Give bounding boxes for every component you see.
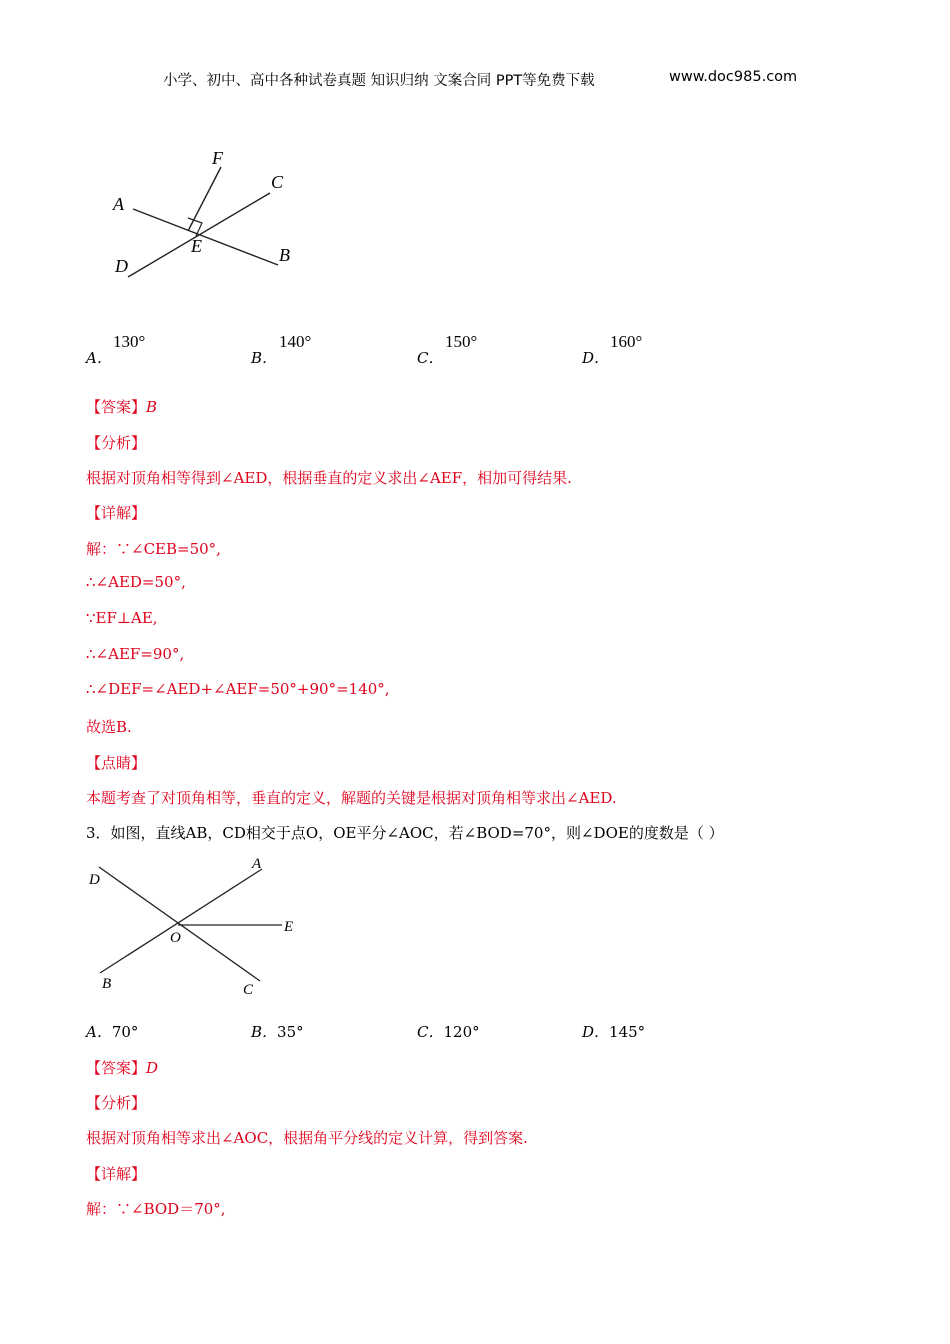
q3-detail-tag: 【详解】 xyxy=(86,1165,147,1183)
q3-option-a-letter: A． xyxy=(86,1023,112,1041)
label-b: B xyxy=(102,976,112,992)
label-o: O xyxy=(170,930,181,946)
label-a: A xyxy=(113,194,124,214)
line-dc xyxy=(99,867,260,981)
q2-option-b-letter: B． xyxy=(251,349,278,367)
line-dc xyxy=(128,193,270,277)
line-ab xyxy=(133,209,278,265)
q2-detail-line: 解：∵∠CEB=50°, xyxy=(86,540,221,558)
q3-option-d-value: 145° xyxy=(609,1023,646,1041)
q2-answer-tag: 【答案】 xyxy=(86,398,147,416)
q2-detail-line: ∴∠AED=50°, xyxy=(86,573,186,591)
q2-option-a-value: 130° xyxy=(113,332,146,351)
q2-detail-line: ∵EF⊥AE, xyxy=(86,609,158,627)
q3-question: 3．如图，直线AB，CD相交于点O，OE平分∠AOC，若∠BOD=70°，则∠DOE的度数是（ ） xyxy=(86,824,724,842)
q3-option-a xyxy=(86,1021,138,1042)
q2-option-c-value: 150° xyxy=(445,332,478,351)
header-url[interactable]: www.doc985.com xyxy=(669,69,798,85)
q2-option-a-letter: A． xyxy=(86,349,112,367)
q3-option-b-value: 35° xyxy=(277,1023,304,1041)
label-b: B xyxy=(279,245,290,265)
label-e: E xyxy=(191,236,202,256)
label-a: A xyxy=(252,856,262,872)
label-c: C xyxy=(271,172,284,192)
q3-answer-tag: 【答案】 xyxy=(86,1059,147,1077)
q2-detail-line: ∴∠DEF=∠AED+∠AEF=50°+90°=140°, xyxy=(86,680,390,698)
q2-comment-tag: 【点睛】 xyxy=(86,754,147,772)
q3-detail-line: 解：∵∠BOD＝70°, xyxy=(86,1200,226,1218)
q3-option-c xyxy=(417,1021,480,1042)
q2-option-c-letter: C． xyxy=(417,349,444,367)
label-d: D xyxy=(115,256,128,276)
q2-comment-text: 本题考查了对顶角相等，垂直的定义，解题的关键是根据对顶角相等求出∠AED. xyxy=(86,789,617,807)
label-c: C xyxy=(243,982,254,998)
q2-detail-tag: 【详解】 xyxy=(86,504,147,522)
q3-option-c-letter: C． xyxy=(417,1023,444,1041)
label-e: E xyxy=(284,919,294,935)
q3-analysis-tag: 【分析】 xyxy=(86,1094,147,1112)
q2-option-b-value: 140° xyxy=(279,332,312,351)
q3-answer-value: D xyxy=(146,1059,159,1077)
line-ef xyxy=(188,167,221,231)
q3-option-d-letter: D． xyxy=(582,1023,610,1041)
header-text: 小学、初中、高中各种试卷真题 知识归纳 文案合同 PPT等免费下载 xyxy=(163,73,595,89)
q3-option-a-value: 70° xyxy=(111,1023,139,1041)
q2-detail-line: ∴∠AEF=90°, xyxy=(86,645,185,663)
q2-option-d-value: 160° xyxy=(610,332,643,351)
q2-answer-value: B xyxy=(146,398,158,416)
figure-2-diagram xyxy=(80,850,310,1005)
q2-analysis-tag: 【分析】 xyxy=(86,434,147,452)
q2-answer xyxy=(86,396,157,417)
q3-option-b-letter: B． xyxy=(251,1023,278,1041)
q2-detail-line: 故选B. xyxy=(86,718,132,736)
q3-analysis-text: 根据对顶角相等求出∠AOC，根据角平分线的定义计算，得到答案. xyxy=(86,1129,528,1147)
q3-option-d xyxy=(582,1021,645,1042)
q2-option-d-letter: D． xyxy=(582,349,610,367)
label-d: D xyxy=(89,872,100,888)
q3-option-b xyxy=(251,1021,304,1042)
q2-analysis-text: 根据对顶角相等得到∠AED，根据垂直的定义求出∠AEF，相加可得结果. xyxy=(86,469,572,487)
figure-1-diagram xyxy=(100,140,320,290)
label-f: F xyxy=(212,148,223,168)
q3-answer xyxy=(86,1057,158,1078)
q3-option-c-value: 120° xyxy=(443,1023,480,1041)
